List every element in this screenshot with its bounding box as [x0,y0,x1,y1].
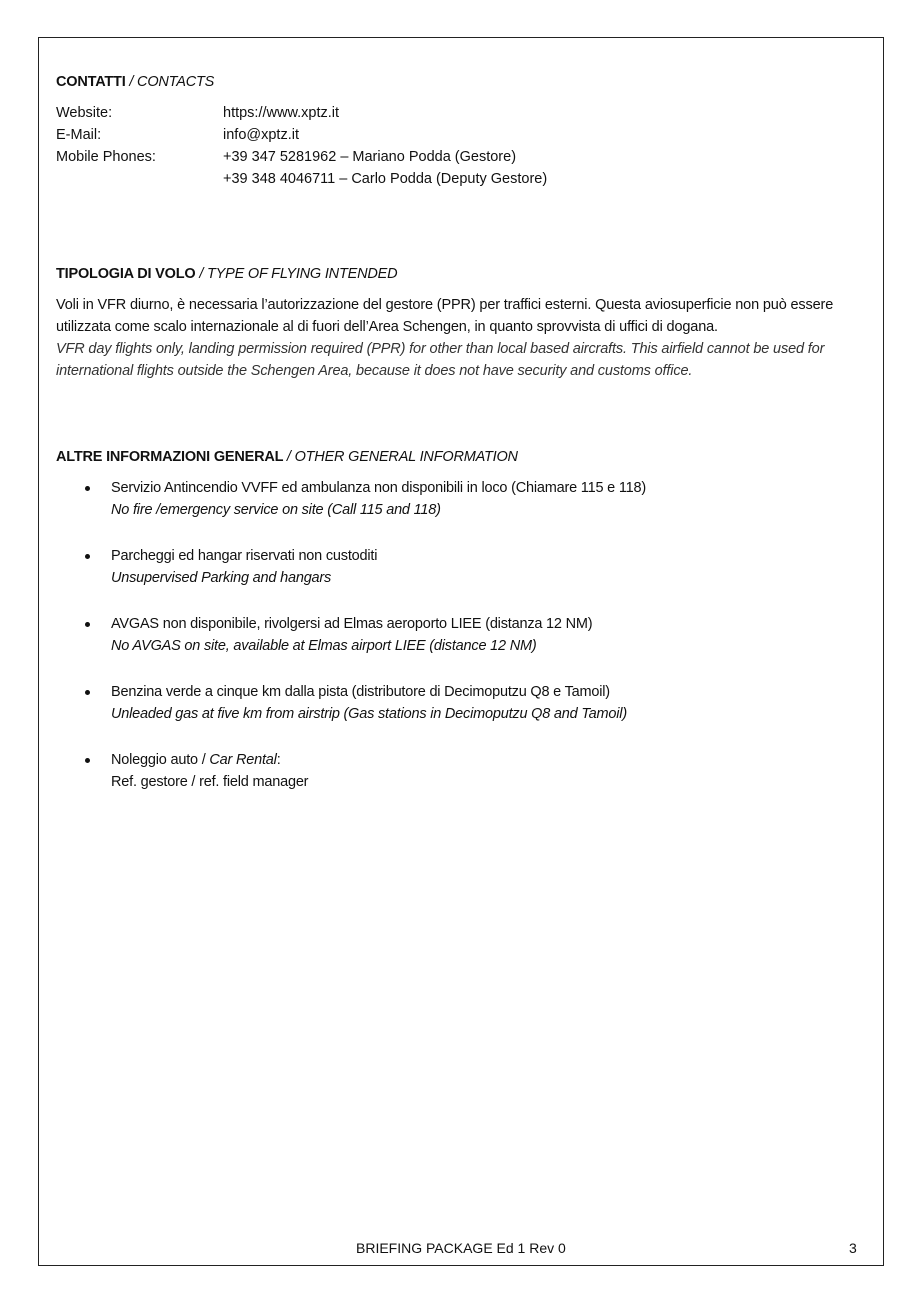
contact-row-website [56,102,876,124]
item-text-en: Unsupervised Parking and hangars [111,570,332,586]
item-text-it: Parcheggi ed hangar riservati non custoditi [111,548,378,564]
contacts-table [56,102,876,190]
general-title [56,445,876,469]
car-rental-colon: : [276,752,281,768]
general-title-en: / OTHER GENERAL INFORMATION [286,449,518,465]
phones-label-empty [56,168,223,190]
contacts-title [56,70,876,94]
email-value[interactable]: info@xptz.it [223,127,299,143]
item-text-en: No AVGAS on site, available at Elmas airport LIEE (distance 12 NM) [111,638,537,654]
item-text-en: No fire /emergency service on site (Call 115 and 118) [111,502,441,518]
phones-label: Mobile Phones: [56,149,156,165]
contact-row-phone-1 [56,146,876,168]
list-item-car-rental [56,749,876,793]
flying-title [56,262,876,286]
email-label: E-Mail: [56,127,102,143]
bullet-icon [85,758,90,763]
flying-text-it: Voli in VFR diurno, è necessaria l’autorizzazione del gestore (PPR) per traffici esterni. Questa aviosuperficie non può essere utilizzata come scalo internazionale al di fuori dell’Area Schengen, in quanto sprovvista di uffici di dogana. [56,297,834,335]
list-item [56,477,876,521]
contact-row-phone-2 [56,168,876,190]
car-rental-label: Noleggio auto / [111,752,206,768]
footer-text: BRIEFING PACKAGE Ed 1 Rev 0 [356,1240,566,1256]
phone-value-2: +39 348 4046711 – Carlo Podda (Deputy Gestore) [223,171,548,187]
car-rental-label-en: Car Rental [209,752,277,768]
item-text-it: Servizio Antincendio VVFF ed ambulanza non disponibili in loco (Chiamare 115 e 118) [111,480,646,496]
phone-value-1: +39 347 5281962 – Mariano Podda (Gestore) [223,149,517,165]
flying-text-en: VFR day flights only, landing permission required (PPR) for other than local based aircrafts. This airfield cannot be used for international flights outside the Schengen Area, because it does not have security and customs office. [56,341,825,379]
page-number: 3 [849,1240,857,1256]
bullet-icon [85,486,90,491]
list-item [56,545,876,589]
document-body [56,70,876,817]
general-title-it: ALTRE INFORMAZIONI GENERAL [56,449,284,465]
flying-title-en: / TYPE OF FLYING INTENDED [199,266,398,282]
list-item [56,681,876,725]
car-rental-ref: Ref. gestore / ref. field manager [111,774,309,790]
bullet-icon [85,622,90,627]
contacts-title-it: CONTATTI [56,74,126,90]
general-list [56,477,876,793]
car-rental-line [111,749,876,771]
contacts-title-en: / CONTACTS [129,74,215,90]
item-text-it: AVGAS non disponibile, rivolgersi ad Elmas aeroporto LIEE (distanza 12 NM) [111,616,593,632]
item-text-en: Unleaded gas at five km from airstrip (Gas stations in Decimoputzu Q8 and Tamoil) [111,706,627,722]
website-value[interactable]: https://www.xptz.it [223,105,340,121]
flying-paragraph [56,294,876,382]
bullet-icon [85,690,90,695]
bullet-icon [85,554,90,559]
website-label: Website: [56,105,113,121]
list-item [56,613,876,657]
contact-row-email [56,124,876,146]
item-text-it: Benzina verde a cinque km dalla pista (distributore di Decimoputzu Q8 e Tamoil) [111,684,610,700]
flying-title-it: TIPOLOGIA DI VOLO [56,266,196,282]
